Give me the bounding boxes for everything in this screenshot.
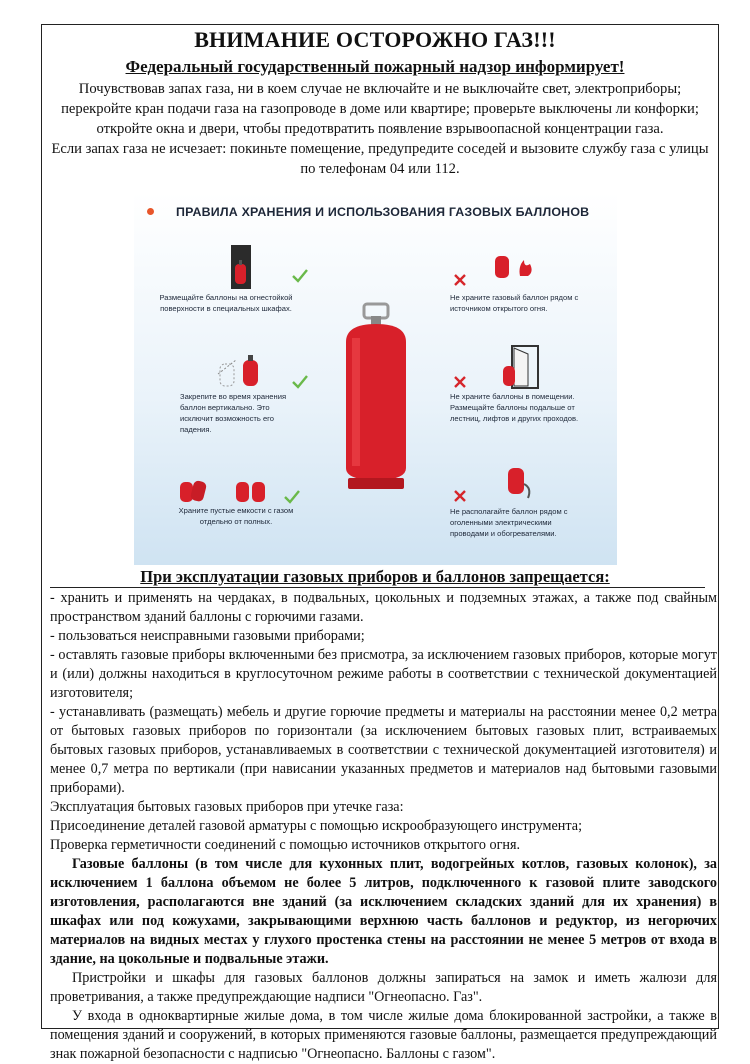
- rule-paragraph: - хранить и применять на чердаках, в подвальных, цокольных и подземных этажах, а также под свайным пространством зданий баллоны с горючими газами.: [50, 590, 717, 625]
- rule-paragraph: - пользоваться неисправными газовыми приборами;: [50, 628, 365, 644]
- gas-cylinder-illustration: [336, 302, 416, 492]
- forbidden-heading: При эксплуатации газовых приборов и баллонов запрещается:: [140, 567, 610, 586]
- dont-caption-2: Не храните баллоны в помещении. Размещайте баллоны подальше от лестниц, лифтов и других проходов.: [450, 392, 579, 423]
- intro-paragraph: Если запах газа не исчезает: покиньте помещение, предупредите соседей и вызовите службу газа с улицы по телефонам 04 или 112.: [51, 141, 709, 177]
- infographic-heading: ПРАВИЛА ХРАНЕНИЯ И ИСПОЛЬЗОВАНИЯ ГАЗОВЫХ БАЛЛОНОВ: [176, 205, 590, 219]
- rule-paragraph: Пристройки и шкафы для газовых баллонов должны запираться на замок и иметь жалюзи для проветривания, а также предупреждающие надписи "Огнеопасно. Газ".: [50, 970, 717, 1005]
- gas-cylinder-infographic: [134, 192, 617, 565]
- intro-paragraph: Почувствовав запах газа, ни в коем случае не включайте и не выключайте свет, электроприборы; перекройте кран подачи газа на газопроводе в доме или квартире; проверьте выключены ли конфорки; откройте окна и двери, чтобы предотвратить появление взрывоопасной концентрации газа.: [61, 81, 699, 137]
- intro-text: [50, 79, 710, 179]
- divider: [50, 587, 705, 588]
- rule-paragraph: Присоединение деталей газовой арматуры с помощью искрообразующего инструмента;: [50, 818, 583, 834]
- cross-icon: [454, 490, 466, 502]
- rule-paragraph: - оставлять газовые приборы включенными без присмотра, за исключением газовых приборов, которые могут и (или) должны находиться в круглосуточном режиме работы в соответствии с технической документацией изготовителя;: [50, 647, 717, 701]
- check-icon: [292, 269, 308, 283]
- page-title: ВНИМАНИЕ ОСТОРОЖНО ГАЗ!!!: [194, 27, 556, 52]
- cross-icon: [454, 376, 466, 388]
- door-cylinder-icon: [498, 344, 542, 390]
- fixed-cylinder-icon: [216, 350, 268, 390]
- rule-paragraph: У входа в одноквартирные жилые дома, в том числе жилые дома блокированной застройки, а также в помещения зданий и сооружений, в которых применяются газовые баллоны, размещается предупреждающий знак пожарной безопасности с надписью "Огнеопасно. Баллоны с газом".: [50, 1008, 717, 1062]
- cylinders-group-icon: [178, 477, 278, 503]
- rule-paragraph: Проверка герметичности соединений с помощью источников открытого огня.: [50, 837, 521, 853]
- rule-paragraph: Эксплуатация бытовых газовых приборов при утечке газа:: [50, 799, 404, 815]
- do-caption-1: Размещайте баллоны на огнестойкой поверхности в специальных шкафах.: [159, 293, 293, 313]
- check-icon: [284, 490, 300, 504]
- do-caption-2: Закрепите во время хранения баллон вертикально. Это исключит возможность его падения.: [180, 392, 287, 434]
- flame-dot-icon: [147, 208, 154, 215]
- page-subtitle: Федеральный государственный пожарный надзор информирует!: [125, 57, 625, 76]
- cross-icon: [454, 274, 466, 286]
- dont-caption-3: Не располагайте баллон рядом с оголенными электрическими проводами и обогревателями.: [450, 507, 568, 538]
- check-icon: [292, 375, 308, 389]
- forbidden-list: [50, 589, 717, 1064]
- cabinet-icon: [230, 244, 252, 290]
- cylinder-fire-icon: [492, 250, 538, 280]
- cylinder-placement-paragraph: Газовые баллоны (в том числе для кухонных плит, водогрейных котлов, газовых колонок), за исключением 1 баллона объемом не более 5 литров, подключенного к газовой плите заводского изготовления, располагаются вне зданий (за исключением складских зданий для их хранения) в шкафах или под кожухами, закрывающими верхнюю часть баллонов и редуктор, из негорючих материалов на видных местах у глухого простенка стены на расстоянии не менее 5 метров от входа в здание, на цокольные и подвальные этажи.: [50, 856, 717, 967]
- dont-caption-1: Не храните газовый баллон рядом с источником открытого огня.: [450, 293, 579, 313]
- do-caption-3: Храните пустые емкости с газом отдельно от полных.: [178, 506, 294, 526]
- cylinder-wires-icon: [504, 464, 534, 500]
- rule-paragraph: - устанавливать (размещать) мебель и другие горючие предметы и материалы на расстоянии менее 0,2 метра от бытовых газовых приборов по горизонтали (за исключением бытовых газовых плит, встраиваемых бытовых газовых приборов, устанавливаемых в соответствии с технической документацией изготовителя) и менее 0,7 метра по вертикали (при нависании указанных предметов и материалов над бытовыми газовыми приборами).: [50, 704, 717, 796]
